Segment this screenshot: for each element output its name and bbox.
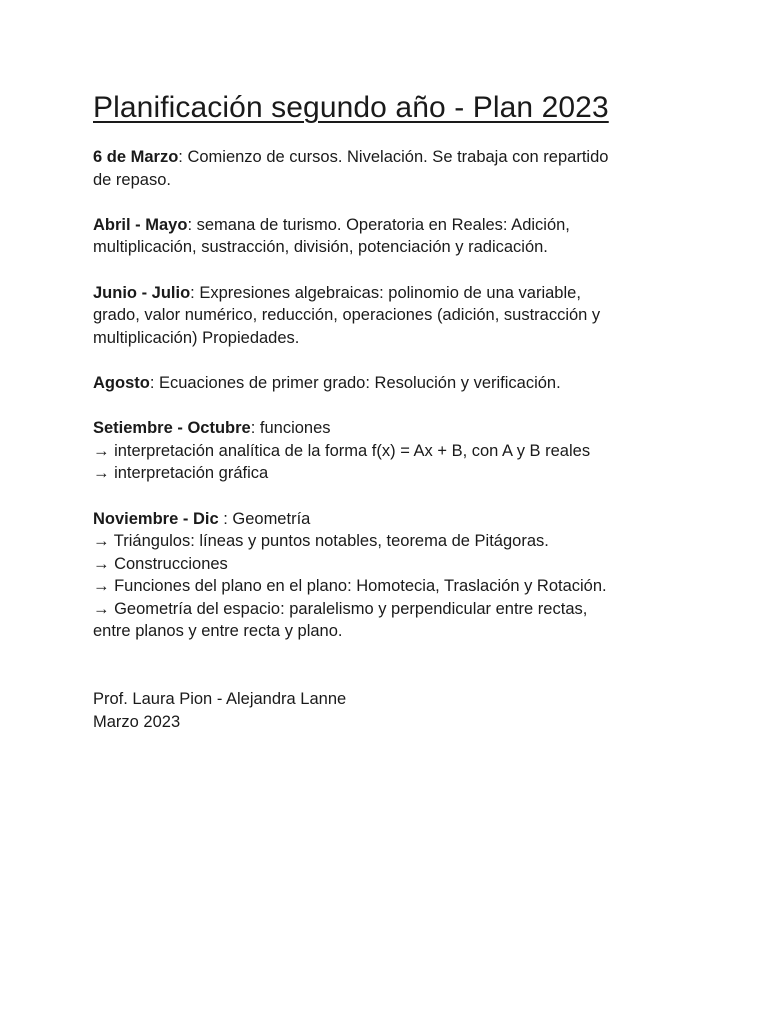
- section-line: grado, valor numérico, reducción, operaciones (adición, sustracción y: [93, 306, 601, 325]
- signature-date: Marzo 2023: [93, 712, 181, 731]
- section-line: → interpretación analítica de la forma f(x) = Ax + B, con A y B reales: [93, 441, 591, 460]
- section-line: → interpretación gráfica: [93, 464, 269, 483]
- section-heading-text: : funciones: [250, 419, 331, 438]
- section-line: multiplicación, sustracción, división, potenciación y radicación.: [93, 238, 548, 257]
- section-heading: Abril - Mayo: [93, 215, 188, 234]
- section-line: → Construcciones: [93, 554, 228, 573]
- section-heading-text: : Ecuaciones de primer grado: Resolución y verificación.: [149, 373, 561, 392]
- section-first-line: [93, 508, 693, 531]
- section-line: entre planos y entre recta y plano.: [93, 622, 343, 641]
- section-first-line: [93, 372, 693, 395]
- section-line: multiplicación) Propiedades.: [93, 328, 300, 347]
- section-heading-text: : semana de turismo. Operatoria en Reales: Adición,: [187, 215, 570, 234]
- document-title: Planificación segundo año - Plan 2023: [93, 91, 609, 124]
- section-heading: 6 de Marzo: [93, 148, 179, 166]
- section-first-line: [93, 146, 693, 169]
- signature-authors: Prof. Laura Pion - Alejandra Lanne: [93, 690, 347, 709]
- section-line: de repaso.: [93, 170, 171, 189]
- section-line: → Triángulos: líneas y puntos notables, teorema de Pitágoras.: [93, 532, 549, 551]
- section-noviembre-dic: [93, 508, 693, 644]
- section-first-line: [93, 417, 693, 440]
- section-heading: Noviembre - Dic: [93, 509, 219, 528]
- signature-block: [93, 688, 693, 733]
- section-junio-julio: [93, 282, 693, 350]
- section-agosto: [93, 372, 693, 395]
- section-first-line: [93, 282, 693, 305]
- section-heading: Junio - Julio: [93, 283, 191, 302]
- document-page: [93, 88, 693, 733]
- section-line: → Geometría del espacio: paralelismo y perpendicular entre rectas,: [93, 599, 588, 618]
- section-heading-text: : Comienzo de cursos. Nivelación. Se trabaja con repartido: [178, 148, 609, 166]
- section-heading: Setiembre - Octubre: [93, 419, 251, 438]
- section-heading-text: : Geometría: [218, 509, 311, 528]
- section-line: → Funciones del plano en el plano: Homotecia, Traslación y Rotación.: [93, 577, 607, 596]
- section-heading: Agosto: [93, 373, 150, 392]
- section-setiembre-octubre: [93, 417, 693, 485]
- section-heading-text: : Expresiones algebraicas: polinomio de una variable,: [190, 283, 581, 302]
- section-marzo: [93, 146, 693, 191]
- section-first-line: [93, 214, 693, 237]
- section-abril-mayo: [93, 214, 693, 259]
